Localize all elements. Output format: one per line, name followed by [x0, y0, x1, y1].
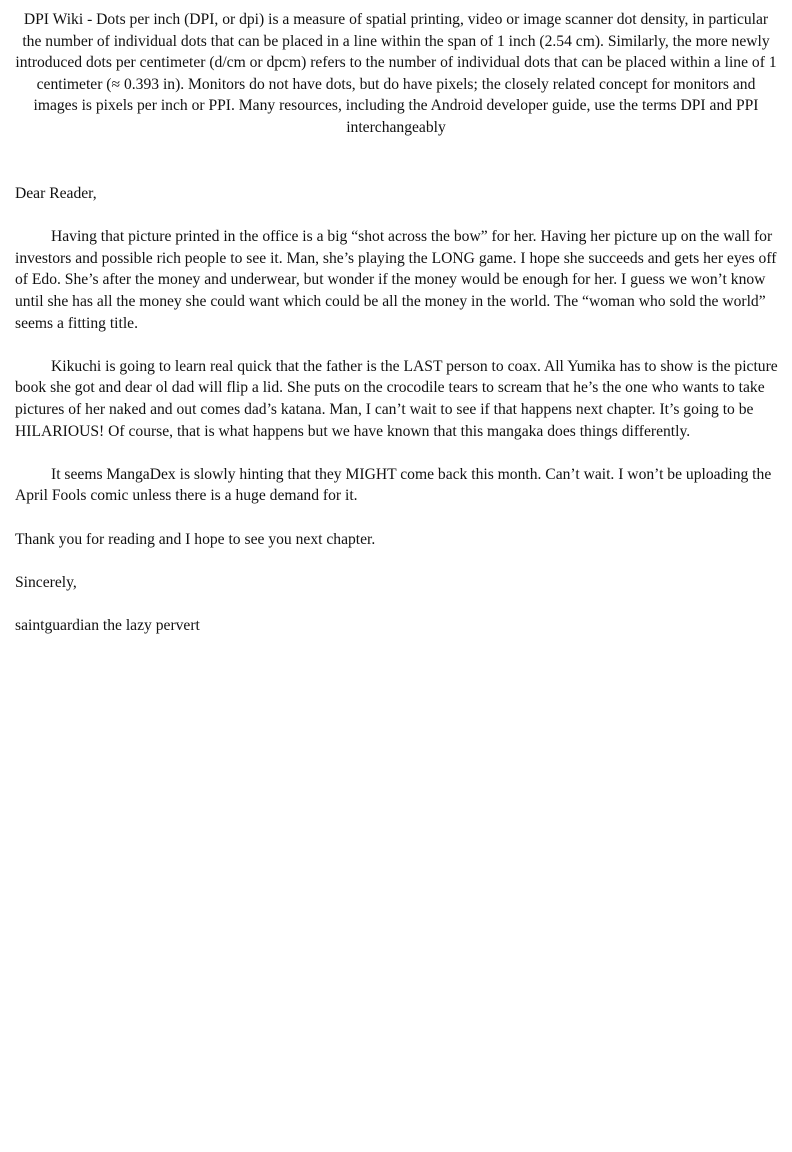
dpi-wiki-header	[14, 9, 778, 139]
signature: saintguardian the lazy pervert	[15, 616, 200, 634]
letter-paragraph-3: It seems MangaDex is slowly hinting that they MIGHT come back this month. Can’t wait. I won’t be uploading the April Fools comic unless there is a huge demand for it.	[15, 465, 772, 505]
header-text: Dots per inch (DPI, or dpi) is a measure of spatial printing, video or image scanner dot density, in particular the number of individual dots that can be placed in a line within the span of 1 inch (2.54 cm). Similarly, the more newly introduced dots per centimeter (d/cm or dpcm) refers to the number of individual dots that can be placed within a line of 1 centimeter (≈ 0.393 in). Monitors do not have dots, but do have pixels; the closely related concept for monitors and images is pixels per inch or PPI. Many resources, including the Android developer guide, use the terms DPI and PPI interchangeably	[15, 11, 777, 136]
letter-paragraph-1: Having that picture printed in the office is a big “shot across the bow” for her. Having her picture up on the wall for investors and possible rich people to see it. Man, she’s playing the LONG game. I hope she succeeds and gets her eyes off of Edo. She’s after the money and underwear, but wonder if the money would be enough for her. I guess we won’t know until she has all the money she could want which could be all the money in the world. The “woman who sold the world” seems a fitting title.	[15, 228, 777, 332]
letter-paragraph-2: Kikuchi is going to learn real quick that the father is the LAST person to coax. All Yumika has to show is the picture book she got and dear ol dad will flip a lid. She puts on the crocodile tears to scream that he’s the one who wants to take pictures of her naked and out comes dad’s katana. Man, I can’t wait to see if that happens next chapter. It’s going to be HILARIOUS! Of course, that is what happens but we have known that this mangaka does things differently.	[15, 357, 778, 440]
thanks-line: Thank you for reading and I hope to see you next chapter.	[15, 530, 376, 548]
header-prefix: DPI Wiki -	[23, 11, 93, 28]
salutation: Dear Reader,	[15, 185, 97, 202]
closing: Sincerely,	[15, 573, 77, 591]
letter-body	[15, 183, 781, 658]
